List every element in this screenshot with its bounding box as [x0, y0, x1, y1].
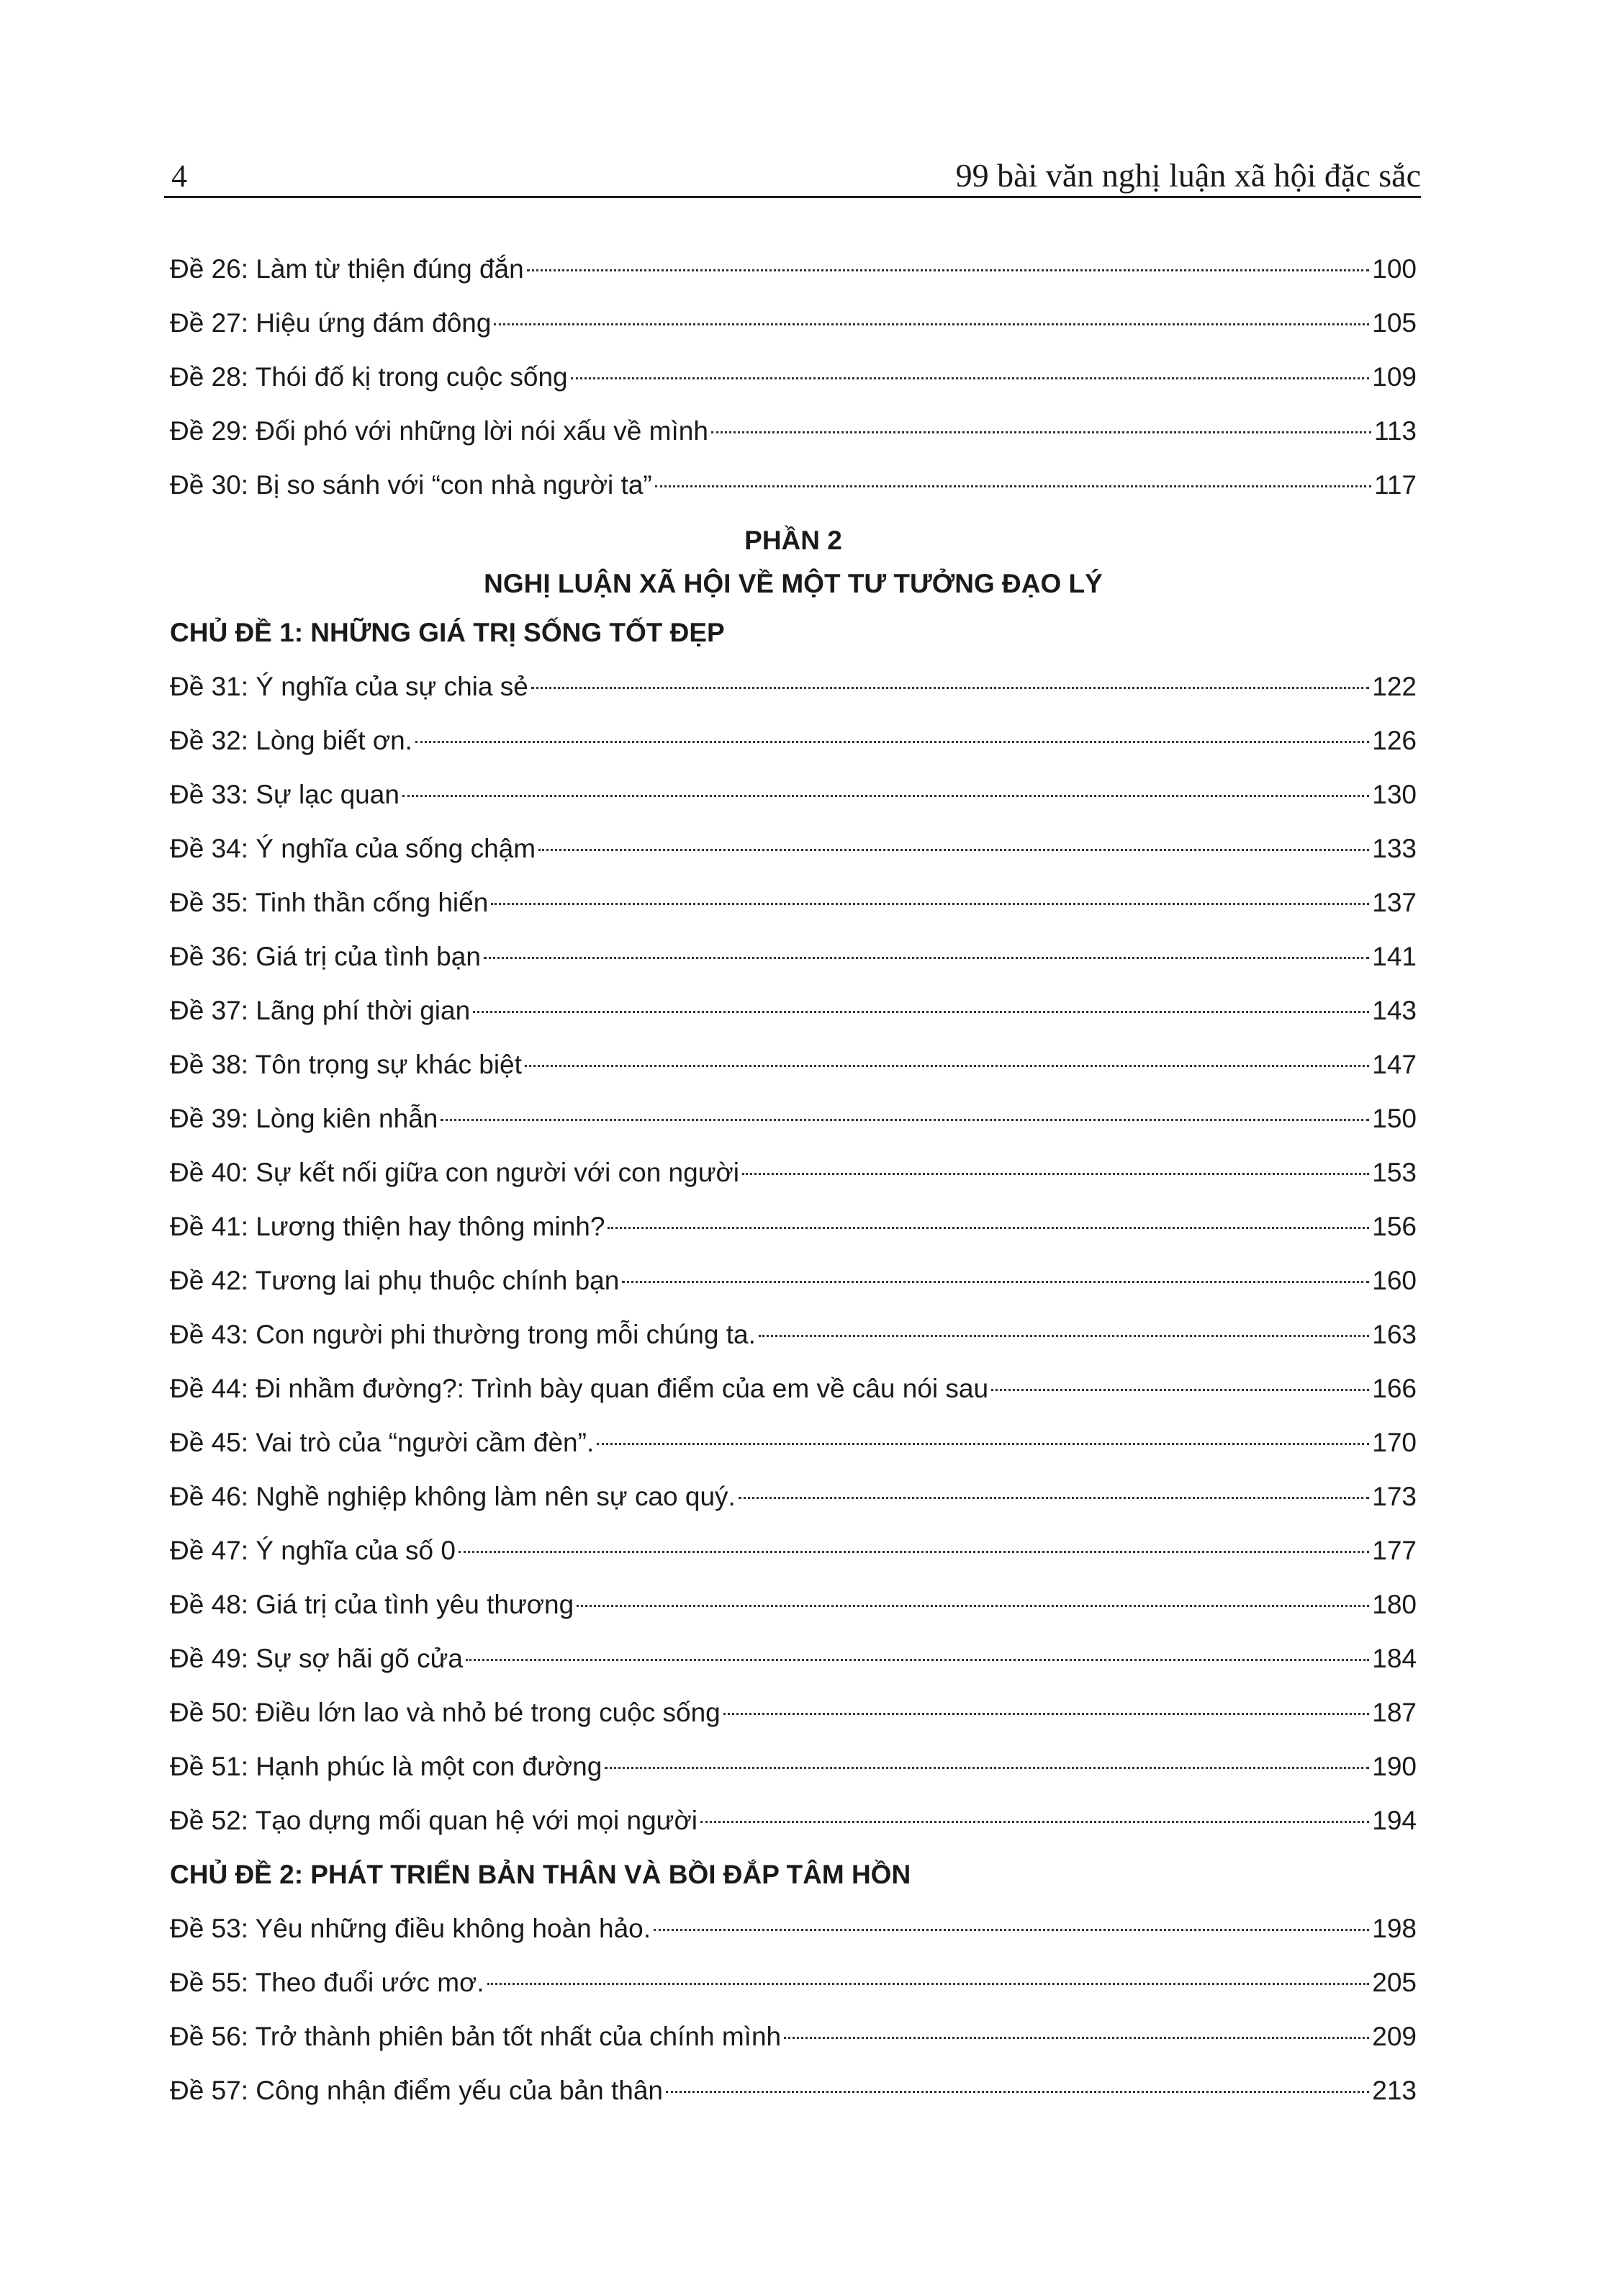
toc-entry-label: Đề 40: Sự kết nối giữa con người với con người [170, 1158, 739, 1187]
toc-entry-label: Đề 26: Làm từ thiện đúng đắn [170, 254, 524, 284]
toc-entry-label: Đề 51: Hạnh phúc là một con đường [170, 1752, 602, 1781]
dot-leader [711, 431, 1371, 433]
dot-leader [525, 1065, 1369, 1067]
dot-leader [991, 1389, 1369, 1391]
toc-entry[interactable] [170, 1739, 1417, 1793]
toc-entry-page: 213 [1372, 2076, 1417, 2105]
toc-entry-page: 109 [1372, 362, 1417, 392]
toc-group-1 [170, 242, 1417, 512]
dot-leader [494, 323, 1369, 325]
dot-leader [531, 687, 1369, 689]
toc-entry-page: 150 [1372, 1104, 1417, 1133]
toc-entry[interactable] [170, 404, 1417, 458]
toc-entry[interactable] [170, 1523, 1417, 1577]
dot-leader [577, 1605, 1369, 1607]
toc-entry[interactable] [170, 2063, 1417, 2117]
dot-leader [700, 1821, 1369, 1823]
toc-entry[interactable] [170, 1577, 1417, 1631]
toc-entry-page: 137 [1372, 888, 1417, 917]
toc-entry-label: Đề 29: Đối phó với những lời nói xấu về mình [170, 416, 708, 446]
toc-entry-label: Đề 43: Con người phi thường trong mỗi chúng ta. [170, 1320, 756, 1349]
toc-entry[interactable] [170, 929, 1417, 983]
dot-leader [441, 1119, 1369, 1121]
toc-entry-page: 194 [1372, 1806, 1417, 1835]
toc-entry[interactable] [170, 1685, 1417, 1739]
toc-entry-label: Đề 56: Trở thành phiên bản tốt nhất của chính mình [170, 2022, 782, 2051]
toc-entry-label: Đề 33: Sự lạc quan [170, 780, 400, 809]
toc-entry-page: 198 [1372, 1914, 1417, 1943]
toc-entry-page: 180 [1372, 1590, 1417, 1619]
dot-leader [473, 1011, 1369, 1013]
toc-entry-page: 184 [1372, 1644, 1417, 1673]
dot-leader [402, 795, 1369, 797]
toc-entry-label: Đề 50: Điều lớn lao và nhỏ bé trong cuộc sống [170, 1698, 721, 1727]
toc-entry[interactable] [170, 1091, 1417, 1145]
running-header [164, 151, 1421, 198]
toc-entry-label: Đề 57: Công nhận điểm yếu của bản thân [170, 2076, 663, 2105]
dot-leader [466, 1659, 1369, 1661]
toc-entry[interactable] [170, 2009, 1417, 2063]
toc-entry-label: Đề 38: Tôn trọng sự khác biệt [170, 1050, 522, 1079]
toc-entry[interactable] [170, 1199, 1417, 1253]
dot-leader [723, 1713, 1370, 1715]
toc-entry-label: Đề 42: Tương lai phụ thuộc chính bạn [170, 1266, 620, 1295]
toc-entry[interactable] [170, 242, 1417, 296]
toc-entry-label: Đề 53: Yêu những điều không hoàn hảo. [170, 1914, 651, 1943]
toc-entry[interactable] [170, 767, 1417, 821]
toc-entry-label: Đề 45: Vai trò của “người cầm đèn”. [170, 1428, 595, 1457]
dot-leader [784, 2037, 1369, 2039]
toc-entry[interactable] [170, 1037, 1417, 1091]
toc-entry-page: 141 [1372, 942, 1417, 971]
toc-entry-label: Đề 47: Ý nghĩa của số 0 [170, 1536, 456, 1565]
toc-entry-page: 133 [1372, 834, 1417, 863]
toc-entry[interactable] [170, 983, 1417, 1037]
topic-2-entries [170, 1901, 1417, 2117]
toc-entry-page: 177 [1372, 1536, 1417, 1565]
toc-entry-page: 163 [1372, 1320, 1417, 1349]
toc-entry-label: Đề 28: Thói đố kị trong cuộc sống [170, 362, 568, 392]
table-of-contents [170, 242, 1417, 2117]
toc-entry[interactable] [170, 659, 1417, 713]
toc-entry[interactable] [170, 1955, 1417, 2009]
toc-entry[interactable] [170, 1469, 1417, 1523]
toc-entry-page: 160 [1372, 1266, 1417, 1295]
toc-entry-page: 156 [1372, 1212, 1417, 1241]
dot-leader [538, 849, 1369, 851]
toc-entry-label: Đề 32: Lòng biết ơn. [170, 726, 412, 755]
toc-entry-page: 170 [1372, 1428, 1417, 1457]
page-number: 4 [171, 158, 187, 194]
dot-leader [491, 903, 1369, 905]
toc-entry-page: 190 [1372, 1752, 1417, 1781]
toc-entry-label: Đề 30: Bị so sánh với “con nhà người ta” [170, 470, 652, 500]
topic-1-entries [170, 659, 1417, 1847]
toc-entry-page: 187 [1372, 1698, 1417, 1727]
toc-entry[interactable] [170, 350, 1417, 404]
dot-leader [597, 1443, 1369, 1445]
dot-leader [759, 1335, 1369, 1337]
topic-2-title: CHỦ ĐỀ 2: PHÁT TRIỂN BẢN THÂN VÀ BỒI ĐẮP TÂM HỒN [170, 1860, 911, 1889]
toc-entry-label: Đề 46: Nghề nghiệp không làm nên sự cao quý. [170, 1482, 736, 1511]
toc-entry-page: 130 [1372, 780, 1417, 809]
toc-entry[interactable] [170, 1901, 1417, 1955]
toc-entry-page: 113 [1374, 416, 1417, 446]
toc-entry-page: 117 [1374, 470, 1417, 500]
toc-entry[interactable] [170, 1145, 1417, 1199]
dot-leader [654, 1929, 1369, 1931]
toc-entry-label: Đề 48: Giá trị của tình yêu thương [170, 1590, 574, 1619]
toc-entry-page: 205 [1372, 1968, 1417, 1997]
dot-leader [666, 2091, 1369, 2093]
toc-entry-page: 143 [1372, 996, 1417, 1025]
toc-entry-label: Đề 49: Sự sợ hãi gõ cửa [170, 1644, 463, 1673]
toc-entry-label: Đề 55: Theo đuổi ước mơ. [170, 1968, 484, 1997]
dot-leader [527, 269, 1370, 271]
toc-entry[interactable] [170, 821, 1417, 875]
toc-entry-page: 126 [1372, 726, 1417, 755]
toc-entry[interactable] [170, 1307, 1417, 1361]
dot-leader [571, 377, 1370, 379]
dot-leader [484, 957, 1369, 959]
toc-entry-label: Đề 31: Ý nghĩa của sự chia sẻ [170, 672, 528, 701]
toc-entry[interactable] [170, 458, 1417, 512]
toc-entry[interactable] [170, 713, 1417, 767]
toc-entry-label: Đề 36: Giá trị của tình bạn [170, 942, 481, 971]
toc-entry[interactable] [170, 296, 1417, 350]
part-subtitle: NGHỊ LUẬN XÃ HỘI VỀ MỘT TƯ TƯỞNG ĐẠO LÝ [484, 569, 1103, 598]
toc-entry-page: 147 [1372, 1050, 1417, 1079]
toc-entry[interactable] [170, 1253, 1417, 1307]
toc-entry[interactable] [170, 1415, 1417, 1469]
toc-entry-label: Đề 27: Hiệu ứng đám đông [170, 308, 492, 338]
toc-entry-label: Đề 39: Lòng kiên nhẫn [170, 1104, 438, 1133]
dot-leader [655, 485, 1371, 487]
toc-entry[interactable] [170, 1793, 1417, 1847]
toc-entry-page: 173 [1372, 1482, 1417, 1511]
toc-entry-page: 105 [1372, 308, 1417, 338]
toc-entry[interactable] [170, 875, 1417, 929]
toc-entry[interactable] [170, 1631, 1417, 1685]
toc-entry-page: 122 [1372, 672, 1417, 701]
dot-leader [415, 741, 1369, 743]
toc-entry-label: Đề 52: Tạo dựng mối quan hệ với mọi người [170, 1806, 698, 1835]
toc-entry-label: Đề 41: Lương thiện hay thông minh? [170, 1212, 605, 1241]
dot-leader [608, 1227, 1369, 1229]
dot-leader [739, 1497, 1369, 1499]
dot-leader [622, 1281, 1369, 1283]
toc-entry-page: 100 [1372, 254, 1417, 284]
toc-entry-page: 209 [1372, 2022, 1417, 2051]
toc-entry[interactable] [170, 1361, 1417, 1415]
dot-leader [742, 1173, 1369, 1175]
toc-entry-label: Đề 44: Đi nhầm đường?: Trình bày quan điểm của em về câu nói sau [170, 1374, 989, 1403]
toc-entry-page: 166 [1372, 1374, 1417, 1403]
dot-leader [459, 1551, 1369, 1553]
part-title: PHẦN 2 [744, 526, 842, 555]
running-title: 99 bài văn nghị luận xã hội đặc sắc [955, 157, 1421, 194]
toc-entry-label: Đề 37: Lãng phí thời gian [170, 996, 471, 1025]
dot-leader [487, 1983, 1370, 1985]
dot-leader [605, 1767, 1369, 1769]
topic-1-title: CHỦ ĐỀ 1: NHỮNG GIÁ TRỊ SỐNG TỐT ĐẸP [170, 618, 725, 647]
toc-entry-page: 153 [1372, 1158, 1417, 1187]
toc-entry-label: Đề 34: Ý nghĩa của sống chậm [170, 834, 536, 863]
toc-entry-label: Đề 35: Tinh thần cống hiến [170, 888, 489, 917]
